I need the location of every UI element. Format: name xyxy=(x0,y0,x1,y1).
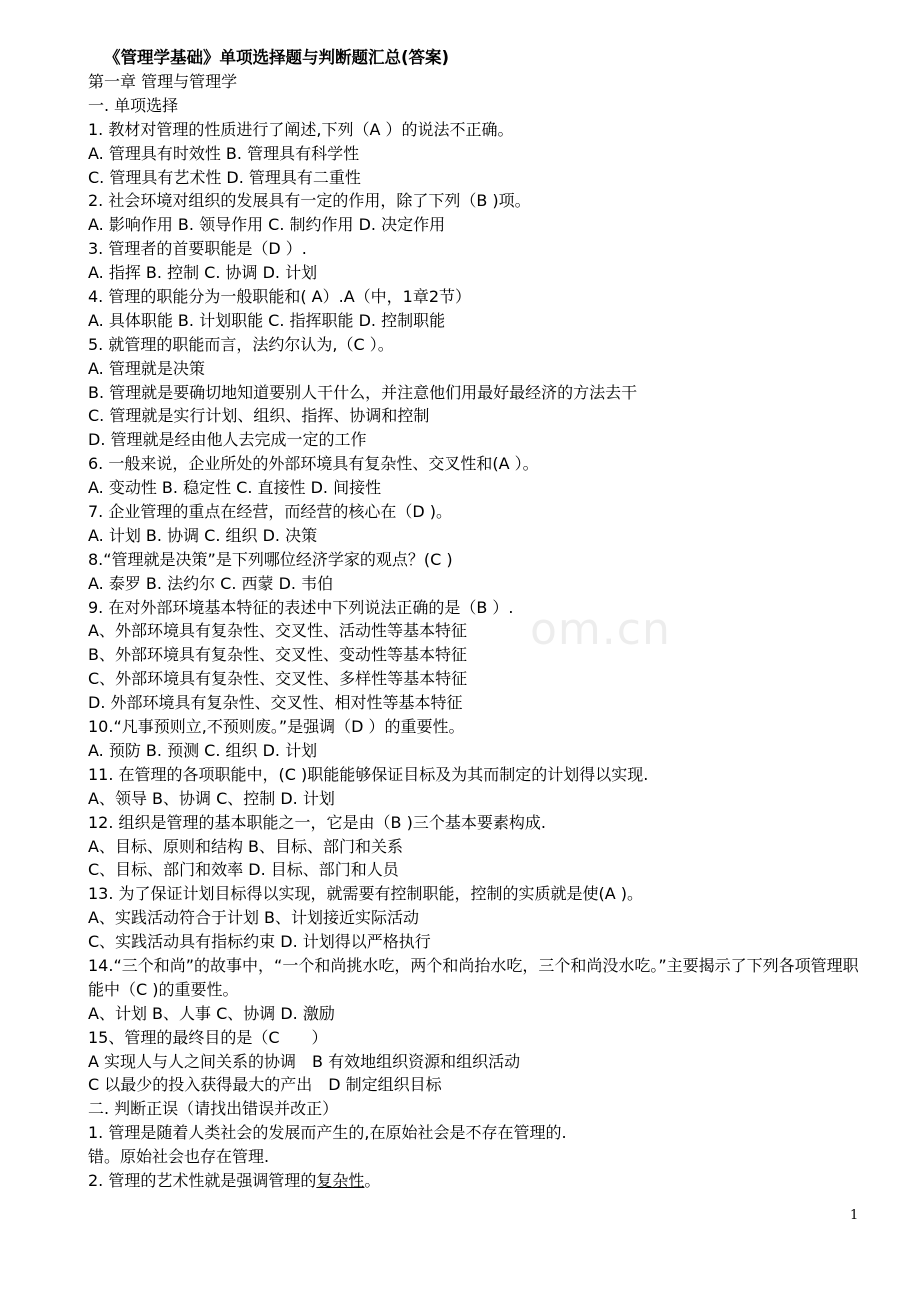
question-2: 2. 社会环境对组织的发展具有一定的作用，除了下列（B )项。 xyxy=(88,191,531,211)
option-5d: D. 管理就是经由他人去完成一定的工作 xyxy=(88,430,367,450)
question-3: 3. 管理者的首要职能是（D ）. xyxy=(88,239,307,259)
judgement-2 xyxy=(88,1169,868,1193)
option-9c: C、外部环境具有复杂性、交叉性、多样性等基本特征 xyxy=(88,669,468,689)
options-7: A. 计划 B. 协调 C. 组织 D. 决策 xyxy=(88,525,318,545)
question-12: 12. 组织是管理的基本职能之一，它是由（B )三个基本要素构成. xyxy=(88,812,546,832)
option-9a: A、外部环境具有复杂性、交叉性、活动性等基本特征 xyxy=(88,621,467,641)
judgement-2-text: 2. 管理的艺术性就是强调管理的 xyxy=(88,1171,317,1190)
watermark: om.cn xyxy=(530,604,671,655)
option-5c: C. 管理就是实行计划、组织、指挥、协调和控制 xyxy=(88,406,430,426)
judgement-1-answer: 错。原始社会也存在管理. xyxy=(88,1147,270,1167)
option-9d: D. 外部环境具有复杂性、交叉性、相对性等基本特征 xyxy=(88,693,463,713)
question-6: 6. 一般来说，企业所处的外部环境具有复杂性、交叉性和(A ）。 xyxy=(88,454,539,474)
section-heading: 一. 单项选择 xyxy=(88,95,179,115)
underlined-term: 复杂性 xyxy=(316,1171,365,1190)
question-5: 5. 就管理的职能而言，法约尔认为,（C ）。 xyxy=(88,334,394,354)
options-12a: A、目标、原则和结构 B、目标、部门和关系 xyxy=(88,836,404,856)
question-1: 1. 教材对管理的性质进行了阐述,下列（A ）的说法不正确。 xyxy=(88,119,514,139)
judgement-2-punct: 。 xyxy=(364,1171,381,1190)
options-10: A. 预防 B. 预测 C. 组织 D. 计划 xyxy=(88,740,318,760)
options-3: A. 指挥 B. 控制 C. 协调 D. 计划 xyxy=(88,263,318,283)
page-number: 1 xyxy=(850,1208,859,1223)
options-1a: A. 管理具有时效性 B. 管理具有科学性 xyxy=(88,143,360,163)
question-11: 11. 在管理的各项职能中，(C )职能能够保证目标及为其而制定的计划得以实现. xyxy=(88,764,649,784)
options-12b: C、目标、部门和效率 D. 目标、部门和人员 xyxy=(88,860,399,880)
option-5a: A. 管理就是决策 xyxy=(88,358,205,378)
question-10: 10.“凡事预则立,不预则废。”是强调（D ）的重要性。 xyxy=(88,717,465,737)
options-13a: A、实践活动符合于计划 B、计划接近实际活动 xyxy=(88,908,420,928)
question-14: 14.“三个和尚”的故事中，“一个和尚挑水吃，两个和尚抬水吃，三个和尚没水吃。”主要揭示了下列各项管理职能中（C )的重要性。 xyxy=(88,955,859,999)
options-6: A. 变动性 B. 稳定性 C. 直接性 D. 间接性 xyxy=(88,478,382,498)
section-heading-judgement: 二. 判断正误（请找出错误并改正） xyxy=(88,1099,339,1119)
options-13b: C、实践活动具有指标约束 D. 计划得以严格执行 xyxy=(88,932,431,952)
options-15a: A 实现人与人之间关系的协调 B 有效地组织资源和组织活动 xyxy=(88,1051,521,1071)
document-body xyxy=(88,70,868,1193)
options-8: A. 泰罗 B. 法约尔 C. 西蒙 D. 韦伯 xyxy=(88,573,334,593)
judgement-1: 1. 管理是随着人类社会的发展而产生的,在原始社会是不存在管理的. xyxy=(88,1123,567,1143)
question-9: 9. 在对外部环境基本特征的表述中下列说法正确的是（B ）. xyxy=(88,597,514,617)
options-2: A. 影响作用 B. 领导作用 C. 制约作用 D. 决定作用 xyxy=(88,215,446,235)
options-4: A. 具体职能 B. 计划职能 C. 指挥职能 D. 控制职能 xyxy=(88,310,446,330)
document-title: 《管理学基础》单项选择题与判断题汇总(答案) xyxy=(104,48,450,67)
question-7: 7. 企业管理的重点在经营，而经营的核心在（D )。 xyxy=(88,502,453,522)
question-4: 4. 管理的职能分为一般职能和( A）.A（中，1章2节） xyxy=(88,287,472,307)
options-1b: C. 管理具有艺术性 D. 管理具有二重性 xyxy=(88,167,361,187)
option-5b: B. 管理就是要确切地知道要别人干什么，并注意他们用最好最经济的方法去干 xyxy=(88,382,638,402)
chapter-heading: 第一章 管理与管理学 xyxy=(88,72,238,91)
options-15b: C 以最少的投入获得最大的产出 D 制定组织目标 xyxy=(88,1075,442,1095)
options-11: A、领导 B、协调 C、控制 D. 计划 xyxy=(88,788,335,808)
question-8: 8.“管理就是决策”是下列哪位经济学家的观点？(C ) xyxy=(88,549,453,569)
question-13: 13. 为了保证计划目标得以实现，就需要有控制职能，控制的实质就是使(A )。 xyxy=(88,884,644,904)
question-15: 15、管理的最终目的是（C ） xyxy=(88,1027,328,1047)
options-14: A、计划 B、人事 C、协调 D. 激励 xyxy=(88,1003,335,1023)
option-9b: B、外部环境具有复杂性、交叉性、变动性等基本特征 xyxy=(88,645,467,665)
